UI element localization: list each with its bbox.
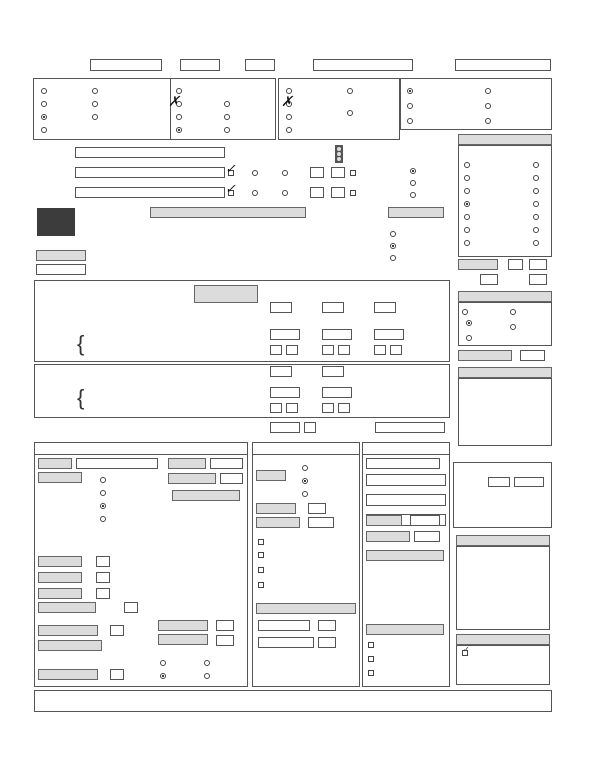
oper-otro-radio[interactable] <box>224 101 230 107</box>
cw-garajes-label <box>256 503 296 514</box>
pago-isla-radio[interactable] <box>466 320 472 326</box>
registradoras-field[interactable] <box>216 620 234 631</box>
ubic-cc-radio[interactable] <box>92 88 98 94</box>
tienda-divider <box>34 454 248 455</box>
cadena-divider <box>362 454 450 455</box>
apariencia-label <box>38 556 82 567</box>
cs-extra-field[interactable] <box>331 187 345 198</box>
ubic-na-radio[interactable] <box>41 88 47 94</box>
postones-label <box>38 572 82 583</box>
tres-calle-check[interactable] <box>350 190 356 196</box>
lv-label <box>508 259 523 270</box>
traffic-light-icon <box>333 145 345 163</box>
cp-extra-field[interactable] <box>331 167 345 178</box>
ubic-carretera-radio[interactable] <box>92 114 98 120</box>
cadena-sillas-label <box>366 531 410 542</box>
cadena-2-field[interactable] <box>366 494 446 506</box>
ubic-urbana-radio[interactable] <box>41 114 47 120</box>
sup-esp-radio[interactable] <box>485 88 491 94</box>
precios-tienda-label <box>38 588 82 599</box>
acpm-precio2-field[interactable] <box>322 387 352 398</box>
cena-check[interactable] <box>368 670 374 676</box>
lv-field[interactable] <box>529 259 547 270</box>
cambios-mes-label <box>258 637 314 648</box>
surt-mecanico-radio[interactable] <box>390 231 396 237</box>
fondo-radio[interactable] <box>533 201 539 207</box>
accesos-group <box>278 78 400 140</box>
frente-radio[interactable] <box>464 162 470 168</box>
gasgrad-pos-field[interactable] <box>374 302 396 313</box>
cw-manual-check[interactable] <box>258 539 264 545</box>
islas-title <box>458 367 552 378</box>
acpm-section <box>34 364 450 418</box>
cw-automat-check[interactable] <box>258 567 264 573</box>
marca-field[interactable] <box>90 59 162 71</box>
registradoras-label <box>158 620 208 631</box>
tienda-conv-radio[interactable] <box>100 490 106 496</box>
grad-precio-field[interactable] <box>374 329 404 340</box>
frente-radio[interactable] <box>464 201 470 207</box>
cp-carriles-field[interactable] <box>310 167 324 178</box>
cw-auto-radio[interactable] <box>302 491 308 497</box>
cadena-ventas-label <box>366 515 402 526</box>
apariencia-field[interactable] <box>96 556 110 567</box>
corr-precio-field[interactable] <box>270 329 300 340</box>
variedad-field[interactable] <box>124 602 138 613</box>
cp-tot-radio[interactable] <box>282 170 288 176</box>
acc-a-na-radio[interactable] <box>410 168 416 174</box>
fondo-radio[interactable] <box>533 214 539 220</box>
gnv-aux[interactable] <box>304 422 316 433</box>
c-principal-field[interactable] <box>75 167 225 178</box>
grad-aux1[interactable] <box>374 345 386 355</box>
checkmark-icon: ✓ <box>463 645 470 654</box>
cambios-garajes-field[interactable] <box>318 620 336 631</box>
extra-aux1[interactable] <box>322 345 334 355</box>
pago-caseta-radio[interactable] <box>510 309 516 315</box>
tienda-sillas-label <box>158 634 208 645</box>
ubic-hiper-radio[interactable] <box>92 101 98 107</box>
acpm-pos-field[interactable] <box>270 366 292 377</box>
cross-mark-icon: ✗ <box>281 94 293 110</box>
puertas-field[interactable] <box>110 625 124 636</box>
credito-section <box>453 462 552 528</box>
tienda-tipo-label <box>38 472 82 483</box>
acpm-aux3[interactable] <box>322 403 334 413</box>
evaluaciones-row-label <box>36 250 86 261</box>
brace-icon: { <box>77 385 85 410</box>
sup-pequeno-radio[interactable] <box>407 118 413 124</box>
cs-par-radio[interactable] <box>252 190 258 196</box>
pago-tc-radio[interactable] <box>466 335 472 341</box>
c-secund-field[interactable] <box>75 187 225 198</box>
dos-calles-check[interactable] <box>350 170 356 176</box>
cs-tot-radio[interactable] <box>282 190 288 196</box>
cs-carriles-field[interactable] <box>310 187 324 198</box>
cw-lav-label <box>256 517 300 528</box>
tarjetas-title <box>456 634 550 645</box>
oper-cerrada-radio[interactable] <box>224 114 230 120</box>
ubic-rural-radio[interactable] <box>41 127 47 133</box>
acc-a-lejana-radio[interactable] <box>410 192 416 198</box>
fondo-radio[interactable] <box>533 162 539 168</box>
gond-mediana-radio[interactable] <box>204 660 210 666</box>
gond-grande-radio[interactable] <box>204 673 210 679</box>
ubicacion-group <box>33 78 171 140</box>
sab-field[interactable] <box>480 274 498 285</box>
tipo-surtidor-title <box>388 207 444 218</box>
frente-radio[interactable] <box>464 227 470 233</box>
acc-a-cercana-radio[interactable] <box>410 180 416 186</box>
acpm-aux2[interactable] <box>286 403 298 413</box>
cambios-garajes-label <box>258 620 310 631</box>
acc-esq1-radio[interactable] <box>347 88 353 94</box>
pago-na-radio[interactable] <box>462 309 468 315</box>
cadena-ventas-field[interactable] <box>410 515 440 526</box>
terreno-title <box>458 134 552 145</box>
oper-dodo-radio[interactable] <box>176 127 182 133</box>
cadena-1-field[interactable] <box>366 474 446 486</box>
carwash-divider <box>252 454 360 455</box>
comidas-servidas-title <box>366 624 444 635</box>
acpm-aux4[interactable] <box>338 403 350 413</box>
fondo-radio[interactable] <box>533 175 539 181</box>
pago-title <box>458 291 552 302</box>
vol-label <box>36 264 86 275</box>
fondo-radio[interactable] <box>533 240 539 246</box>
bcg-logo <box>37 208 75 236</box>
precios-tienda-field[interactable] <box>96 588 110 599</box>
id-field[interactable] <box>180 59 220 71</box>
frente-radio[interactable] <box>464 188 470 194</box>
tienda-prop-radio[interactable] <box>100 503 106 509</box>
gond-na-radio[interactable] <box>160 660 166 666</box>
tienda-stand-radio[interactable] <box>100 516 106 522</box>
tienda-marca-label <box>38 458 72 469</box>
zona-field[interactable] <box>245 59 275 71</box>
puertas-label <box>38 625 98 636</box>
grad-aux2[interactable] <box>390 345 402 355</box>
tipo-comida-title <box>366 550 444 561</box>
pago-group <box>458 302 552 346</box>
dom-field[interactable] <box>529 274 547 285</box>
cw-na-radio[interactable] <box>302 465 308 471</box>
cw-garajes-field[interactable] <box>308 503 326 514</box>
gondolas-label <box>38 669 98 680</box>
cw-camion-check[interactable] <box>258 582 264 588</box>
checkmark-icon: ✓ <box>225 182 236 197</box>
horas-label <box>458 259 498 270</box>
direccion-field[interactable] <box>75 147 225 158</box>
sup-na-radio[interactable] <box>407 88 413 94</box>
gondolas-field[interactable] <box>110 669 124 680</box>
marca-gnv-field[interactable] <box>375 422 445 433</box>
desayuno-check[interactable] <box>368 642 374 648</box>
superficies-group <box>400 78 552 130</box>
otros-servicios-group <box>456 546 550 630</box>
sup-grande-radio[interactable] <box>407 103 413 109</box>
acpm-aux1[interactable] <box>270 403 282 413</box>
cross-mark-icon: ✗ <box>168 94 180 110</box>
cp-par-radio[interactable] <box>252 170 258 176</box>
gond-pequena-radio[interactable] <box>160 673 166 679</box>
carriles-paso-label <box>458 350 512 361</box>
cambios-mes-field[interactable] <box>318 637 336 648</box>
pago-surtidor-radio[interactable] <box>510 324 516 330</box>
carwash-tipo-label <box>256 470 286 481</box>
tienda-horas-field[interactable] <box>220 473 243 484</box>
credito-pct-header <box>488 477 510 487</box>
sup-mayorista-radio[interactable] <box>485 118 491 124</box>
tienda-marca-field[interactable] <box>76 458 158 469</box>
cw-secado-check[interactable] <box>258 552 264 558</box>
variedad-label <box>38 602 96 613</box>
acc-otro-radio[interactable] <box>347 110 353 116</box>
cadena-nombre-label <box>366 458 440 469</box>
carriles-paso-field[interactable] <box>520 350 545 361</box>
productos-vendidos-title <box>172 490 240 501</box>
islas-group <box>458 378 552 446</box>
oper-const-radio[interactable] <box>224 127 230 133</box>
postones-field[interactable] <box>96 572 110 583</box>
cw-manual-radio[interactable] <box>302 478 308 484</box>
almuerzo-check[interactable] <box>368 656 374 662</box>
brace-icon: { <box>77 331 85 356</box>
acpm-pos2-field[interactable] <box>322 366 344 377</box>
frente-radio[interactable] <box>464 214 470 220</box>
evaluaciones-title <box>150 207 306 218</box>
surt-mpd-radio[interactable] <box>390 255 396 261</box>
frente-radio[interactable] <box>464 175 470 181</box>
notes-field[interactable] <box>34 690 552 712</box>
tienda-ventas-field[interactable] <box>210 458 243 469</box>
credito-dias-header <box>514 477 544 487</box>
tienda-na-radio[interactable] <box>100 477 106 483</box>
cw-lav-field[interactable] <box>308 517 334 528</box>
acc-esquinera-radio[interactable] <box>286 114 292 120</box>
gnv-precio-field[interactable] <box>270 422 300 433</box>
acpm-precio-field[interactable] <box>270 387 300 398</box>
sup-otro-radio[interactable] <box>485 103 491 109</box>
tarjetas-group <box>456 645 550 685</box>
extra-pos-field[interactable] <box>322 302 344 313</box>
extra-aux2[interactable] <box>338 345 350 355</box>
corr-aux1[interactable] <box>270 345 282 355</box>
otros-servicios-title <box>456 535 550 546</box>
oper-codo-radio[interactable] <box>176 114 182 120</box>
corr-pos-field[interactable] <box>270 302 292 313</box>
checkmark-icon: ✓ <box>225 162 236 177</box>
tienda-horas-label <box>168 473 216 484</box>
surt-electronico-radio[interactable] <box>390 243 396 249</box>
nombre-field[interactable] <box>313 59 413 71</box>
extra-precio-field[interactable] <box>322 329 352 340</box>
barrio-field[interactable] <box>455 59 551 71</box>
ubic-centro-radio[interactable] <box>41 101 47 107</box>
tienda-ventas-label <box>168 458 206 469</box>
fondo-radio[interactable] <box>533 188 539 194</box>
fondo-radio[interactable] <box>533 227 539 233</box>
operacion-group <box>170 78 276 140</box>
cadena-sillas-field[interactable] <box>414 531 440 542</box>
corr-aux2[interactable] <box>286 345 298 355</box>
estac-label <box>38 640 102 651</box>
pos-simult-title <box>194 285 258 303</box>
acc-inter-radio[interactable] <box>286 127 292 133</box>
frente-radio[interactable] <box>464 240 470 246</box>
cambios-aceite-title <box>256 603 356 614</box>
tienda-sillas-field[interactable] <box>216 635 234 646</box>
